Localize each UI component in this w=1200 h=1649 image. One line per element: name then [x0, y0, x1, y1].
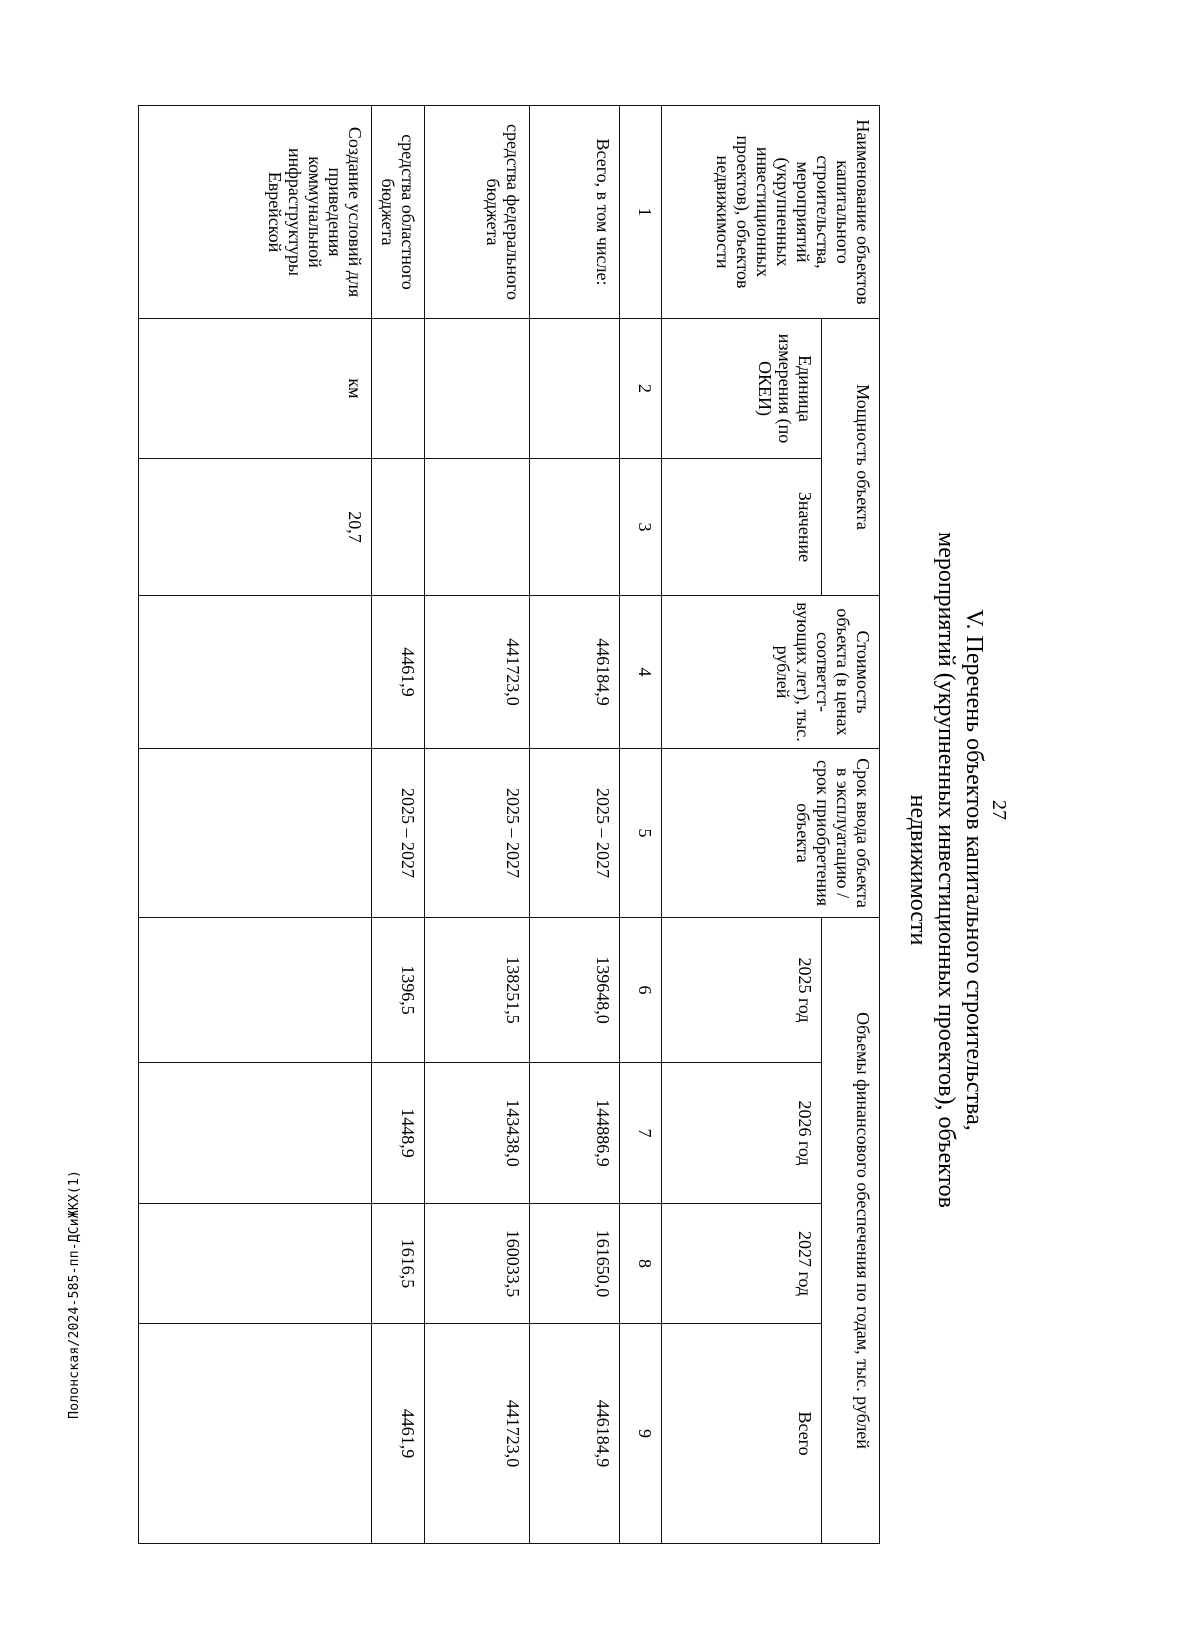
row-cost: [139, 596, 372, 749]
row-2026: 1448,9: [372, 1063, 425, 1204]
header-funding: Объемы финансового обеспечения по годам, тыс. рублей: [822, 918, 880, 1544]
row-cost: 441723,0: [425, 596, 530, 749]
column-number: 9: [620, 1324, 662, 1544]
column-number-row: [620, 106, 662, 1544]
column-number: 6: [620, 918, 662, 1063]
table-row: [530, 106, 620, 1544]
header-total: Всего: [662, 1324, 822, 1544]
row-2026: 144886,9: [530, 1063, 620, 1204]
header-2025: 2025 год: [662, 918, 822, 1063]
row-2025: 139648,0: [530, 918, 620, 1063]
header-capacity: Мощность объекта: [822, 319, 880, 596]
page-number: 27: [988, 800, 1010, 820]
title-line-3: недвижимости: [905, 794, 931, 946]
title-line-1: V. Перечень объектов капитального строительства,: [961, 609, 987, 1131]
row-name: Всего, в том числе:: [530, 106, 620, 319]
row-2027: [139, 1204, 372, 1324]
row-name: Создание условий для приведения коммунальной инфраструктуры Еврейской: [139, 106, 372, 319]
column-number: 3: [620, 459, 662, 596]
row-cost: 4461,9: [372, 596, 425, 749]
row-term: 2025 – 2027: [530, 749, 620, 918]
header-name: Наименование объектов капитального строительства, мероприятий (укрупненных инвестиционных проектов), объектов недвижимости: [662, 106, 880, 319]
row-2026: [139, 1063, 372, 1204]
row-value: [530, 459, 620, 596]
header-term: Срок ввода объекта в эксплуатацию / срок приобретения объекта: [662, 749, 880, 918]
header-2026: 2026 год: [662, 1063, 822, 1204]
row-term: 2025 – 2027: [372, 749, 425, 918]
column-number: 5: [620, 749, 662, 918]
row-term: 2025 – 2027: [425, 749, 530, 918]
row-term: [139, 749, 372, 918]
row-2027: 1616,5: [372, 1204, 425, 1324]
document-footer: Полонская/2024-585-пп-ДСиЖКХ(1): [67, 1170, 82, 1419]
header-2027: 2027 год: [662, 1204, 822, 1324]
row-2025: [139, 918, 372, 1063]
row-cost: 446184,9: [530, 596, 620, 749]
row-total: [139, 1324, 372, 1544]
column-number: 2: [620, 319, 662, 459]
row-unit: [530, 319, 620, 459]
row-unit: км: [139, 319, 372, 459]
header-value: Значение: [662, 459, 822, 596]
objects-table: [138, 105, 880, 1544]
title-line-2: мероприятий (укрупненных инвестиционных проектов), объектов: [933, 532, 959, 1208]
row-total: 4461,9: [372, 1324, 425, 1544]
row-2027: 161650,0: [530, 1204, 620, 1324]
row-name: средства областного бюджета: [372, 106, 425, 319]
column-number: 1: [620, 106, 662, 319]
row-value: [425, 459, 530, 596]
column-number: 4: [620, 596, 662, 749]
column-number: 8: [620, 1204, 662, 1324]
row-total: 446184,9: [530, 1324, 620, 1544]
table-row: [372, 106, 425, 1544]
header-unit: Единица измерения (по ОКЕИ): [662, 319, 822, 459]
page-title: [904, 460, 988, 1280]
row-total: 441723,0: [425, 1324, 530, 1544]
row-value: [372, 459, 425, 596]
row-unit: [372, 319, 425, 459]
table-row: [425, 106, 530, 1544]
header-cost: Стоимость объекта (в ценах соответст-вующих лет), тыс. рублей: [662, 596, 880, 749]
row-unit: [425, 319, 530, 459]
row-name: средства федерального бюджета: [425, 106, 530, 319]
table-row: [139, 106, 372, 1544]
row-2026: 143438,0: [425, 1063, 530, 1204]
column-number: 7: [620, 1063, 662, 1204]
row-2025: 1396,5: [372, 918, 425, 1063]
row-value: 20,7: [139, 459, 372, 596]
row-2025: 138251,5: [425, 918, 530, 1063]
row-2027: 160033,5: [425, 1204, 530, 1324]
